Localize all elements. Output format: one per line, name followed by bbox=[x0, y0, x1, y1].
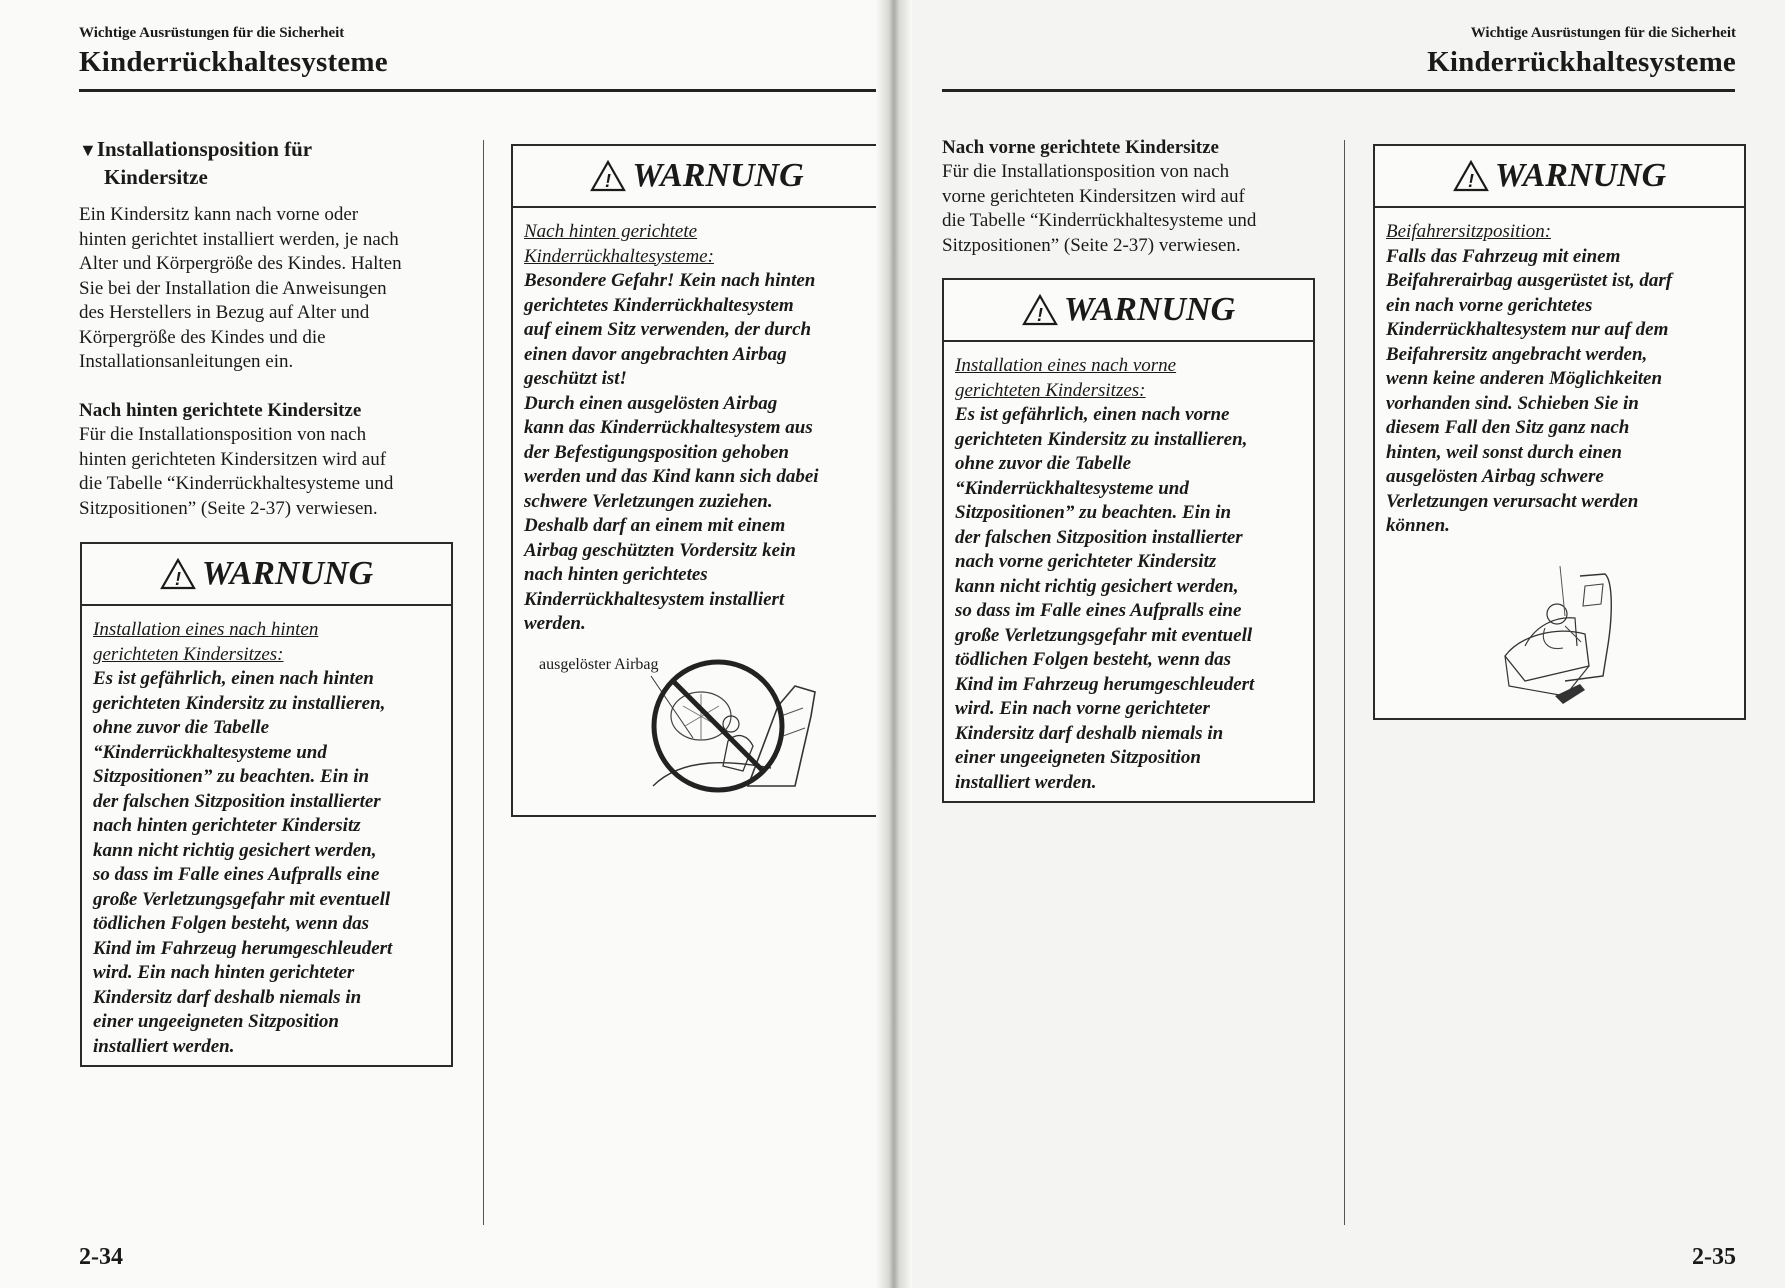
text-line: Kinderrückhaltesystem installiert bbox=[524, 588, 785, 610]
text-line: ausgelösten Airbag schwere bbox=[1386, 466, 1604, 487]
warning-triangle-icon bbox=[590, 160, 626, 192]
text-line: Ein Kindersitz kann nach vorne oder bbox=[79, 204, 359, 225]
warning-triangle-icon bbox=[160, 558, 196, 590]
heading-line-1: Installationsposition für bbox=[96, 137, 313, 161]
text-line: die Tabelle “Kinderrückhaltesysteme und bbox=[79, 473, 394, 494]
text-line: Kind im Fahrzeug herumgeschleudert bbox=[955, 673, 1255, 695]
warning-header bbox=[1375, 146, 1744, 208]
text-line: kann nicht richtig gesichert werden, bbox=[93, 839, 377, 861]
warning-title: Beifahrersitzposition: bbox=[1386, 221, 1552, 242]
warning-label: WARNUNG bbox=[632, 157, 804, 194]
text-line: Deshalb darf an einem mit einem bbox=[524, 515, 786, 536]
warning-box-front-install bbox=[942, 278, 1315, 803]
text-line: Körpergröße des Kindes und die bbox=[79, 326, 326, 348]
text-line: diesem Fall den Sitz ganz nach bbox=[1386, 417, 1630, 438]
text-line: Durch einen ausgelösten Airbag bbox=[524, 392, 778, 414]
warning-body bbox=[82, 606, 451, 1059]
header-rule bbox=[942, 89, 1735, 92]
front-heading: Nach vorne gerichtete Kindersitze bbox=[942, 137, 1219, 158]
text-line: können. bbox=[1386, 515, 1450, 536]
text-line: Sie bei der Installation die Anweisungen bbox=[79, 277, 387, 299]
header-rule bbox=[79, 89, 883, 92]
warning-title: gerichteten Kindersitzes: bbox=[955, 379, 1146, 401]
text-line: so dass im Falle eines Aufpralls eine bbox=[93, 864, 380, 885]
text-line: werden. bbox=[524, 613, 586, 634]
text-line: wird. Ein nach hinten gerichteter bbox=[93, 962, 355, 983]
text-line: wenn keine anderen Möglichkeiten bbox=[1386, 368, 1663, 389]
text-line: der falschen Sitzposition installierter bbox=[93, 790, 381, 812]
warning-triangle-icon bbox=[1022, 294, 1058, 326]
text-line: Für die Installationsposition von nach bbox=[79, 424, 367, 445]
text-line: installiert werden. bbox=[93, 1035, 235, 1057]
text-line: der falschen Sitzposition installierter bbox=[955, 526, 1243, 548]
warning-body bbox=[944, 342, 1313, 795]
text-line: des Herstellers in Bezug auf Alter und bbox=[79, 302, 370, 323]
text-line: hinten, weil sonst durch einen bbox=[1386, 441, 1622, 463]
text-line: “Kinderrückhaltesysteme und bbox=[93, 741, 327, 763]
text-line: ohne zuvor die Tabelle bbox=[955, 453, 1132, 474]
text-line: vorne gerichteten Kindersitzen wird auf bbox=[942, 185, 1245, 207]
text-line: “Kinderrückhaltesysteme und bbox=[955, 477, 1189, 499]
right-page bbox=[892, 0, 1785, 1288]
text-line: große Verletzungsgefahr mit eventuell bbox=[93, 888, 391, 910]
text-line: einer ungeeigneten Sitzposition bbox=[93, 1011, 339, 1032]
left-page bbox=[0, 0, 892, 1288]
text-line: Kindersitz darf deshalb niemals in bbox=[955, 722, 1224, 744]
installation-heading bbox=[79, 136, 312, 191]
text-line: gerichteten Kindersitz zu installieren, bbox=[93, 692, 386, 714]
triangle-down-icon: ▼ bbox=[79, 140, 97, 160]
text-line: gerichtetes Kinderrückhaltesystem bbox=[524, 294, 794, 316]
text-line: Es ist gefährlich, einen nach vorne bbox=[955, 404, 1230, 425]
page-number: 2-35 bbox=[1692, 1244, 1736, 1270]
text-line: Beifahrersitz angebracht werden, bbox=[1386, 343, 1648, 365]
child-seat-illustration bbox=[1485, 556, 1635, 706]
intro-paragraph bbox=[79, 203, 469, 375]
warning-title: Installation eines nach hinten bbox=[93, 619, 319, 640]
warning-title: Nach hinten gerichtete bbox=[524, 221, 698, 242]
text-line: ohne zuvor die Tabelle bbox=[93, 717, 270, 738]
text-line: schwere Verletzungen zuziehen. bbox=[524, 490, 773, 512]
text-line: Für die Installationsposition von nach bbox=[942, 161, 1230, 182]
warning-title: Installation eines nach vorne bbox=[955, 355, 1177, 376]
column-divider bbox=[1344, 140, 1345, 1225]
warning-header bbox=[944, 280, 1313, 342]
text-line: große Verletzungsgefahr mit eventuell bbox=[955, 624, 1253, 646]
warning-body bbox=[1375, 208, 1744, 539]
text-line: Besondere Gefahr! Kein nach hinten bbox=[524, 270, 816, 291]
svg-text:!: ! bbox=[174, 569, 181, 589]
warning-header bbox=[82, 544, 451, 606]
text-line: werden und das Kind kann sich dabei bbox=[524, 466, 819, 487]
warning-title: Kinderrückhaltesysteme: bbox=[524, 245, 714, 267]
text-line: Falls das Fahrzeug mit einem bbox=[1386, 245, 1621, 267]
text-line: Kind im Fahrzeug herumgeschleudert bbox=[93, 937, 393, 959]
warning-header bbox=[513, 146, 881, 208]
warning-triangle-icon bbox=[1453, 160, 1489, 192]
text-line: auf einem Sitz verwenden, der durch bbox=[524, 319, 812, 340]
column-divider bbox=[483, 140, 484, 1225]
text-line: Beifahrerairbag ausgerüstet ist, darf bbox=[1386, 270, 1673, 291]
warning-label: WARNUNG bbox=[1063, 291, 1236, 328]
section-title: Kinderrückhaltesysteme bbox=[79, 46, 388, 78]
text-line: tödlichen Folgen besteht, wenn das bbox=[93, 913, 370, 934]
text-line: ein nach vorne gerichtetes bbox=[1386, 294, 1593, 316]
text-line: installiert werden. bbox=[955, 771, 1097, 793]
text-line: geschützt ist! bbox=[524, 368, 627, 389]
warning-box-rear-airbag bbox=[511, 144, 883, 817]
section-label: Wichtige Ausrüstungen für die Sicherheit bbox=[1470, 25, 1736, 41]
warning-title: gerichteten Kindersitzes: bbox=[93, 643, 284, 665]
section-label: Wichtige Ausrüstungen für die Sicherheit bbox=[79, 25, 345, 41]
svg-text:!: ! bbox=[1036, 305, 1043, 325]
warning-label: WARNUNG bbox=[201, 555, 374, 592]
text-line: Airbag geschützten Vordersitz kein bbox=[524, 539, 796, 561]
text-line: einen davor angebrachten Airbag bbox=[524, 343, 787, 365]
text-line: tödlichen Folgen besteht, wenn das bbox=[955, 649, 1232, 670]
text-line: gerichteten Kindersitz zu installieren, bbox=[955, 428, 1248, 450]
text-line: kann nicht richtig gesichert werden, bbox=[955, 575, 1239, 597]
text-line: Es ist gefährlich, einen nach hinten bbox=[93, 668, 374, 689]
figure-label: ausgelöster Airbag bbox=[539, 656, 659, 673]
text-line: einer ungeeigneten Sitzposition bbox=[955, 747, 1201, 768]
text-line: Sitzpositionen” zu beachten. Ein in bbox=[93, 766, 370, 787]
text-line: Verletzungen verursacht werden bbox=[1386, 490, 1639, 512]
text-line: Sitzpositionen” zu beachten. Ein in bbox=[955, 502, 1232, 523]
text-line: nach vorne gerichteter Kindersitz bbox=[955, 551, 1217, 572]
text-line: Kinderrückhaltesystem nur auf dem bbox=[1386, 319, 1669, 340]
text-line: Kindersitz darf deshalb niemals in bbox=[93, 986, 362, 1008]
text-line: nach hinten gerichtetes bbox=[524, 564, 708, 585]
text-line: die Tabelle “Kinderrückhaltesysteme und bbox=[942, 210, 1257, 231]
airbag-prohibition-illustration bbox=[533, 646, 863, 811]
heading-line-2: Kindersitze bbox=[104, 165, 208, 189]
text-line: hinten gerichtet installiert werden, je nach bbox=[79, 228, 399, 250]
page-number: 2-34 bbox=[79, 1244, 123, 1270]
text-line: Installationsanleitungen ein. bbox=[79, 351, 294, 372]
text-line: Sitzpositionen” (Seite 2-37) verwiesen. bbox=[79, 497, 378, 519]
text-line: so dass im Falle eines Aufpralls eine bbox=[955, 600, 1242, 621]
front-paragraph bbox=[942, 160, 1332, 258]
warning-label: WARNUNG bbox=[1494, 157, 1667, 194]
text-line: der Befestigungsposition gehoben bbox=[524, 441, 789, 463]
svg-text:!: ! bbox=[1467, 171, 1474, 191]
text-line: nach hinten gerichteter Kindersitz bbox=[93, 815, 361, 836]
rear-heading: Nach hinten gerichtete Kindersitze bbox=[79, 400, 362, 421]
warning-body bbox=[513, 208, 881, 637]
text-line: Alter und Körpergröße des Kindes. Halten bbox=[79, 253, 402, 274]
text-line: hinten gerichteten Kindersitzen wird auf bbox=[79, 448, 387, 470]
text-line: vorhanden sind. Schieben Sie in bbox=[1386, 392, 1639, 414]
text-line: Sitzpositionen” (Seite 2-37) verwiesen. bbox=[942, 234, 1241, 256]
rear-paragraph bbox=[79, 423, 469, 521]
text-line: wird. Ein nach vorne gerichteter bbox=[955, 698, 1210, 719]
text-line: kann das Kinderrückhaltesystem aus bbox=[524, 417, 813, 438]
svg-text:!: ! bbox=[605, 171, 612, 191]
warning-box-rear-install bbox=[80, 542, 453, 1067]
section-title: Kinderrückhaltesysteme bbox=[1427, 46, 1736, 78]
warning-box-passenger-seat bbox=[1373, 144, 1746, 720]
